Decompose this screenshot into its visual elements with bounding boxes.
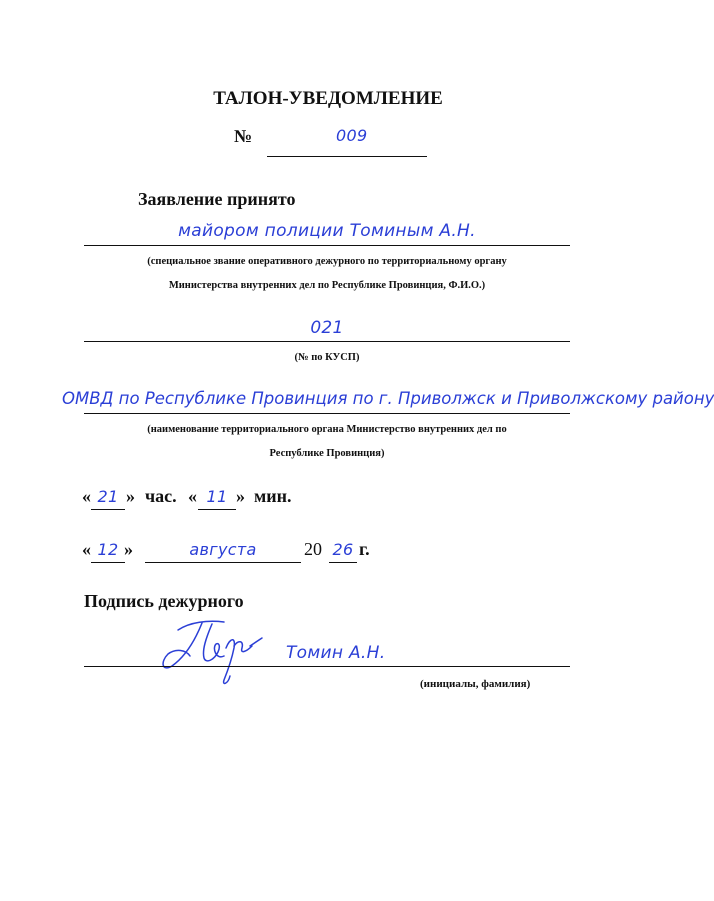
day-open-quote: « bbox=[82, 539, 91, 559]
signature-initials-value: Томин А.Н. bbox=[286, 643, 386, 663]
number-sign: № bbox=[234, 126, 253, 146]
month-value: августа bbox=[189, 540, 257, 559]
day-line bbox=[91, 562, 125, 563]
hours-label: час. bbox=[145, 486, 177, 506]
number-line bbox=[267, 156, 427, 157]
organ-caption-2: Республике Провинция) bbox=[269, 448, 385, 459]
signature-caption: (инициалы, фамилия) bbox=[420, 678, 531, 690]
minutes-label: мин. bbox=[254, 486, 292, 506]
hours-open-quote: « bbox=[82, 486, 91, 506]
kusp-caption: (№ по КУСП) bbox=[294, 352, 360, 363]
accepted-caption-2: Министерства внутренних дел по Республике Провинция, Ф.И.О.) bbox=[168, 280, 486, 291]
day-close-quote: » bbox=[124, 539, 133, 559]
organ-line bbox=[84, 413, 570, 414]
accepted-caption-1: (специальное звание оперативного дежурного по территориальному органу bbox=[147, 256, 507, 267]
year-prefix: 20 bbox=[304, 539, 322, 559]
day-value: 12 bbox=[97, 540, 119, 559]
hours-close-quote: » bbox=[126, 486, 135, 506]
talon-number-value: 009 bbox=[336, 126, 368, 145]
accepted-label: Заявление принято bbox=[138, 189, 296, 209]
month-line bbox=[145, 562, 301, 563]
year-suffix-value: 26 bbox=[332, 540, 354, 559]
hours-value: 21 bbox=[97, 487, 119, 506]
kusp-number-value: 021 bbox=[310, 318, 344, 338]
duty-officer-signature bbox=[150, 608, 280, 690]
minutes-close-quote: » bbox=[236, 486, 245, 506]
signature-line bbox=[84, 666, 570, 667]
accepted-line bbox=[84, 245, 570, 246]
signature-label: Подпись дежурного bbox=[84, 591, 244, 611]
hours-line bbox=[91, 509, 125, 510]
organ-caption-1: (наименование территориального органа Министерство внутренних дел по bbox=[147, 424, 507, 435]
kusp-line bbox=[84, 341, 570, 342]
minutes-value: 11 bbox=[206, 487, 228, 506]
accepted-by-value: майором полиции Томиным А.Н. bbox=[178, 221, 476, 241]
year-line bbox=[329, 562, 357, 563]
document-title: ТАЛОН-УВЕДОМЛЕНИЕ bbox=[213, 88, 443, 109]
minutes-line bbox=[198, 509, 236, 510]
organ-value: ОМВД по Республике Провинция по г. Приволжск и Приволжскому району bbox=[62, 389, 714, 408]
year-label: г. bbox=[359, 539, 370, 559]
minutes-open-quote: « bbox=[188, 486, 197, 506]
